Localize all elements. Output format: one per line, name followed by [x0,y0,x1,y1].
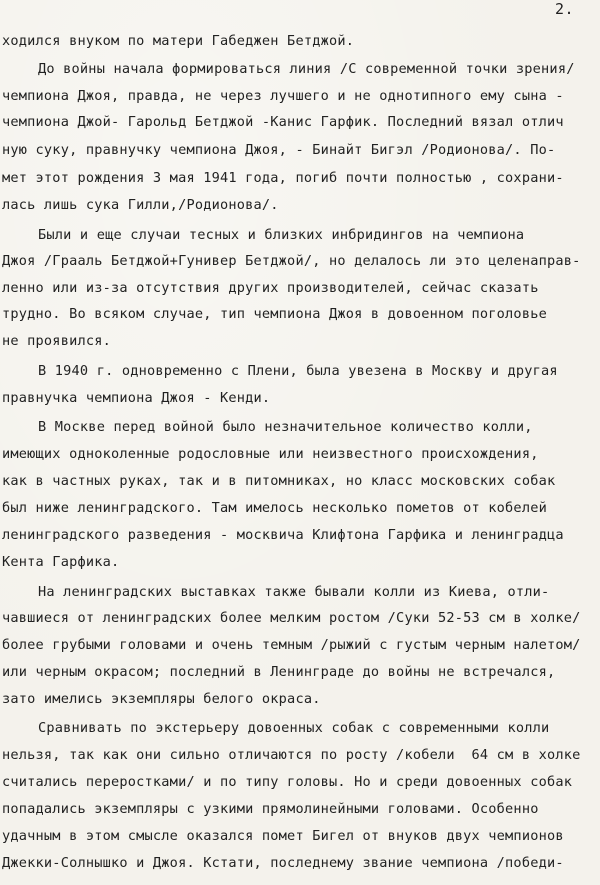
text-line: мет этот рождения 3 мая 1941 года, погиб почти полностью , сохрани- [2,170,564,186]
text-line: имеющих одноколенные родословные или неизвестного происхождения, [2,446,539,462]
text-line: Сравнивать по экстерьеру довоенных собак с современными колли [38,720,550,736]
text-line: удачным в этом смысле оказался помет Бигел от внуков двух чемпионов [2,828,564,844]
text-line: или черным окрасом; последний в Ленинграде до войны не встречался, [2,664,556,680]
text-line: лась лишь сука Гилли,/Родионова/. [2,197,279,213]
text-line: чемпиона Джой- Гарольд Бетджой -Канис Гарфик. Последний вязал отлич [2,114,564,130]
text-line: чавшиеся от ленинградских более мелким ростом /Суки 52-53 см в холке/ [2,610,581,626]
text-line: ленинградского разведения - москвича Клифтона Гарфика и ленинградца [2,527,564,543]
text-line: был ниже ленинградского. Там имелось несколько пометов от кобелей [2,500,547,516]
text-line: нельзя, так как они сильно отличаются по росту /кобели 64 см в холке [2,747,581,763]
text-line: Были и еще случаи тесных и близких инбридингов на чемпиона [38,227,525,243]
text-line: как в частных руках, так и в питомниках, но класс московских собак [2,473,556,489]
text-line: Джекки-Солнышко и Джоя. Кстати, последнему звание чемпиона /победи- [2,855,564,871]
text-line: попадались экземпляры с узкими прямолинейными головами. Особенно [2,801,539,817]
text-line: не проявился. [2,333,111,349]
page-number: 2. [555,0,575,18]
text-line: считались переростками/ и по типу головы. Но и среди довоенных собак [2,774,573,790]
text-line: На ленинградских выставках также бывали колли из Киева, отли- [38,584,550,600]
text-line: ленно или из-за отсутствия других производителей, сейчас сказать [2,280,539,296]
text-line: В Москве перед войной было незначительное количество колли, [38,419,533,435]
text-line: Джоя /Грааль Бетджой+Гунивер Бетджой/, но делалось ли это целенаправ- [2,253,581,269]
text-line: чемпиона Джоя, правда, не через лучшего и не однотипного ему сына - [2,88,564,104]
text-line: До войны начала формироваться линия /С современной точки зрения/ [38,61,575,77]
text-line: ную суку, правнучку чемпиона Джоя, - Бинайт Бигэл /Родионова/. По- [2,142,556,158]
text-line: трудно. Во всяком случае, тип чемпиона Джоя в довоенном поголовье [2,306,547,322]
text-line: В 1940 г. одновременно с Плени, была увезена в Москву и другая [38,363,558,379]
text-line: правнучка чемпиона Джоя - Кенди. [2,390,271,406]
text-line: ходился внуком по матери Габеджен Бетджой. [2,33,355,49]
text-line: Кента Гарфика. [2,554,120,570]
text-line: зато имелись экземпляры белого окраса. [2,691,321,707]
text-line: более грубыми головами и очень темным /рыжий с густым черным налетом/ [2,637,581,653]
